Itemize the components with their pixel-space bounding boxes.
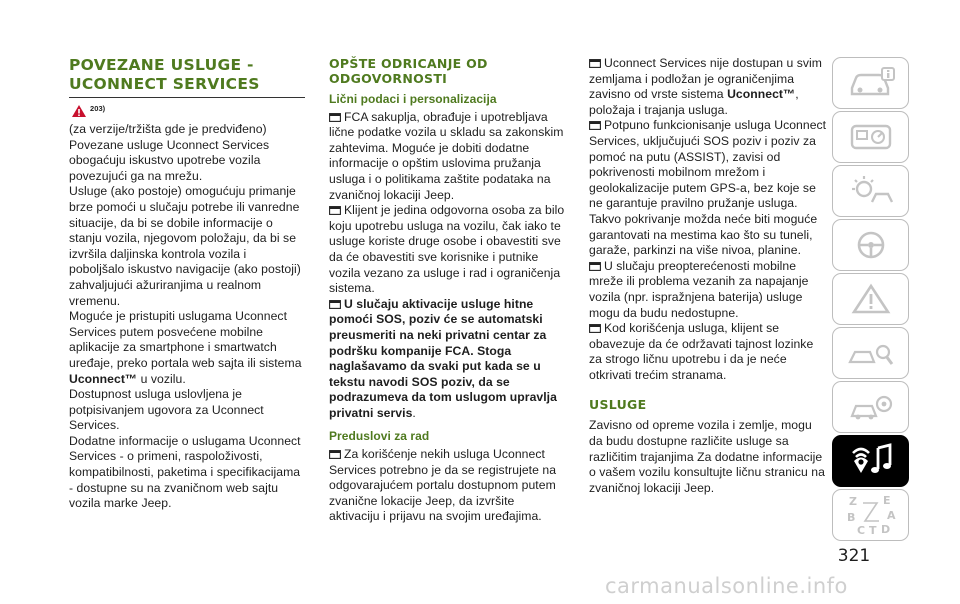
bullet-icon <box>589 262 601 271</box>
title-line-2: ODGOVORNOSTI <box>329 71 448 86</box>
index-letter: B <box>846 511 855 524</box>
bullet-text: Uconnect Services nije dostupan u svim zemljama i podložan je ograničenjima zavisno od vrste sistema <box>589 56 822 102</box>
page-number: 321 <box>837 546 871 566</box>
car-info-icon <box>846 66 896 100</box>
index-letter: A <box>886 509 896 522</box>
bullet-item <box>329 297 567 422</box>
text: Moguće je pristupiti uslugama Uconnect Services putem posvećene mobilne aplikacije za smartphone i smartwatch uređaje, preko portala web sajta ili sistema <box>69 309 302 370</box>
paragraph: Dostupnost usluga uslovljena je potpisivanjem ugovora za Uconnect Services. <box>69 387 264 433</box>
bold-text: Uconnect™ <box>727 87 796 102</box>
warning-ref-number: 203) <box>90 104 106 113</box>
bold-text: Uconnect™ <box>69 371 138 386</box>
warning-reference <box>71 104 305 118</box>
section-title-odricanje <box>329 56 567 86</box>
bullet-text: FCA sakuplja, obrađuje i upotrebljava lične podatke vozila u skladu sa zakonskim zahtevima. Moguće je dobiti dodatne informacije o opštim uslovima pružanja usluga i o politikama zaštite podataka na zvaničnoj lokaciji Jeep. <box>329 109 564 202</box>
tab-emergency[interactable] <box>832 273 909 325</box>
index-letter: D <box>880 523 890 536</box>
chapter-nav <box>832 57 909 542</box>
title-line-1: POVEZANE USLUGE - <box>69 56 254 74</box>
text: . <box>412 405 416 420</box>
bullet-text: Klijent je jedina odgovorna osoba za bilo koju upotrebu usluga na vozilu, čak iako te usluge koriste druge osobe i obavestiti sve da će obavestiti sve korisnike i putnike vozila vezano za usluge i rad i ograničenja sistema. <box>329 203 565 296</box>
warning-triangle-icon <box>846 282 896 316</box>
section-title-povezane-usluge <box>69 56 305 98</box>
bullet-icon <box>329 300 341 309</box>
bullet-text: Potpuno funkcionisanje usluga Uconnect Services, uključujući SOS poziv i poziv za pomoć na putu (ASSIST), zavisi od pokrivenosti mobilnom mrežom i geolokalizacije putem GPS-a, bez koje se ne garantuje pravilno pružanje usluga. Takvo pokrivanje možda neće biti moguće garantovati na mestima kao što su tuneli, garaže, parkinzi na više nivoa, planine. <box>589 118 827 258</box>
tab-dashboard-lights[interactable] <box>832 111 909 163</box>
bullet-item <box>589 259 827 321</box>
section-title-usluge: USLUGE <box>589 397 647 413</box>
index-letter: E <box>882 494 891 507</box>
column-2 <box>329 56 567 525</box>
paragraph: Dodatne informacije o uslugama Uconnect Services - o primeni, raspoloživosti, kompatibilnosti, paketima i specifikacijama - dostupne su na zvaničnom web sajtu vozila marke Jeep. <box>69 433 301 511</box>
maintenance-icon <box>846 336 896 370</box>
index-letter: Z <box>848 495 857 508</box>
title-line-2: UCONNECT SERVICES <box>69 75 260 93</box>
bullet-item <box>329 110 567 204</box>
tab-safety[interactable] <box>832 165 909 217</box>
column-3 <box>589 56 827 496</box>
index-icon <box>843 493 899 537</box>
paragraph: (za verzije/tržišta gde je predviđeno) Povezane usluge Uconnect Services obogaćuju iskustvo upotrebe vozila povezujući ga na mrežu. <box>69 122 270 183</box>
paragraph: Zavisno od opreme vozila i zemlje, mogu da budu dostupne različite usluge sa različitim trajanjima Za dodatne informacije o vašem vozilu konsultujte ličnu stranicu na zvaničnoj lokaciji Jeep. <box>589 418 825 495</box>
tab-car-info[interactable] <box>832 57 909 109</box>
paragraph <box>69 309 305 387</box>
warning-triangle-icon <box>71 104 87 118</box>
tab-starting-driving[interactable] <box>832 219 909 271</box>
dashboard-lights-icon <box>846 120 896 154</box>
bullet-icon <box>589 121 601 130</box>
subheading-preduslovi: Preduslovi za rad <box>329 429 430 444</box>
bullet-item <box>589 56 827 118</box>
tab-multimedia[interactable] <box>832 435 909 487</box>
text: , položaja i trajanja usluga. <box>589 87 799 117</box>
bullet-text: Za korišćenje nekih usluga Uconnect Services potrebno je da se registrujete na odgovarajućem portalu dostupnom putem zvanične lokacije Jeep, da izvršite aktivaciju i prijavu na svojim uređajima. <box>329 447 557 524</box>
footer-watermark: carmanualsonline.info <box>605 574 848 598</box>
bullet-text: Kod korišćenja usluga, klijent se obavezuje da će održavati tajnost lozinke za strogo ličnu upotrebu i da je neće otkrivati trećim stranama. <box>589 321 814 382</box>
text: u vozilu. <box>137 371 186 386</box>
tab-index[interactable] <box>832 489 909 541</box>
bullet-text-bold: U slučaju aktivacije usluge hitne pomoći SOS, poziv će se automatski preusmeriti na neki privatni centar za podršku kompanije FCA. Stoga naglašavamo da svaki put kada se u tekstu navodi SOS poziv, da se podrazumeva da tom uslugom upravlja privatni servis <box>329 296 557 420</box>
index-letter: T <box>868 524 877 537</box>
starting-driving-icon <box>846 228 896 262</box>
bullet-item <box>329 447 567 525</box>
bullet-item <box>589 321 827 383</box>
bullet-icon <box>589 59 601 68</box>
safety-icon <box>846 174 896 208</box>
specifications-icon <box>846 390 896 424</box>
paragraph: Usluge (ako postoje) omogućuju primanje brze pomoći u slučaju potrebe ili vanredne situacije, da bi se dobile informacije o stanju vozila, njegovom položaju, da bi se izvršila daljinska kontrola vozila i poboljšalo iskustvo navigacije (ako postoji) zahvaljujući ažuriranjima u realnom vremenu. <box>69 184 301 308</box>
subheading-licni-podaci: Lični podaci i personalizacija <box>329 92 497 106</box>
column-1 <box>69 56 305 512</box>
index-letter: C <box>856 524 865 537</box>
bullet-text: U slučaju preopterećenosti mobilne mreže ili problema vezanih za napajanje vozila (npr. ispražnjena baterija) usluge mogu da budu nedostupne. <box>589 258 809 320</box>
bullet-icon <box>329 113 341 122</box>
bullet-icon <box>589 324 601 333</box>
tab-maintenance[interactable] <box>832 327 909 379</box>
title-line-1: OPŠTE ODRICANJE OD <box>329 56 488 71</box>
bullet-icon <box>329 450 341 459</box>
bullet-item <box>589 118 827 258</box>
bullet-item <box>329 203 567 297</box>
tab-specifications[interactable] <box>832 381 909 433</box>
multimedia-icon <box>846 441 896 481</box>
bullet-icon <box>329 206 341 215</box>
